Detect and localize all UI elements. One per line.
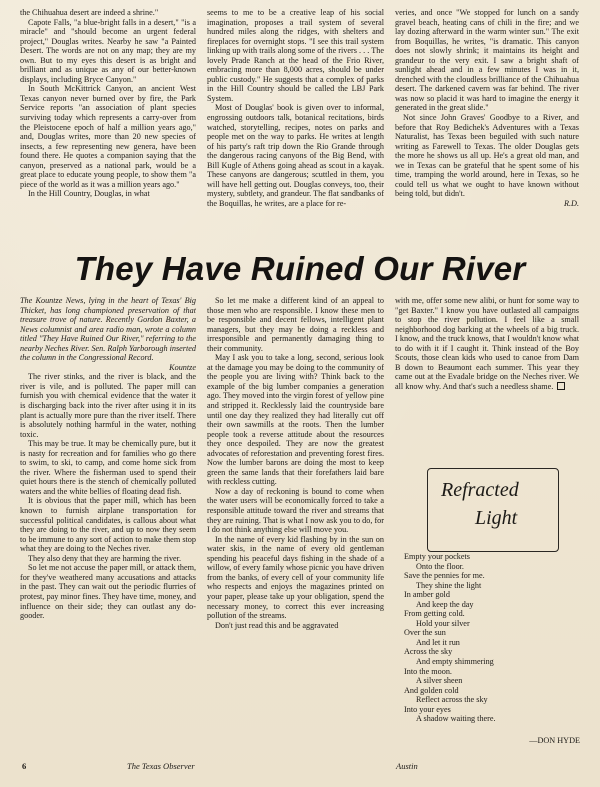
poem-line: Reflect across the sky: [416, 695, 488, 705]
poem-title-line-1: Refracted: [441, 479, 519, 501]
poem-line: And empty shimmering: [416, 657, 494, 667]
poem-dateline: Austin: [396, 761, 418, 771]
poem-title: [441, 476, 551, 532]
poem-line: Onto the floor.: [416, 561, 464, 571]
poem-line: A shadow waiting there.: [416, 714, 496, 724]
paragraph: the Chihuahua desert are indeed a shrine.": [20, 8, 159, 17]
paragraph: It is obvious that the paper mill, which has been known to furnish airplane transportation for successful political candidates, is callous about what they are doing to the river, and up to now they seem to be immune to any sort of action to make them stop what they are doing to the Neches river.: [20, 496, 196, 554]
paragraph: This may be true. It may be chemically pure, but it is nasty for recreation and for families who go there to swim, to ski, to camp, and come home sick from the river. Where the fisherman used to spend their quiet hours there is the stench of chemically polluted waters and the white bellies of floating dead fish.: [20, 439, 196, 496]
poem-line: Hold your silver: [416, 618, 470, 628]
poem-line: From getting cold.: [404, 609, 465, 619]
poem-line: And golden cold: [404, 685, 459, 695]
review-column-1: [20, 8, 196, 242]
paragraph: seems to me to be a creative leap of his social imagination, proposes a trail system of several hundred miles along the ridges, with shelters and fireplaces for overnight stops. "I see this trail system linking up with trails along some of the rivers . . . The lovely Prade Ranch at the head of the Frio River, embracing more than 8,000 acres, should be under public custody." He suggests that a complex of parks in the Hill Country should be called the LBJ Park System.: [207, 8, 384, 103]
paragraph: So let me not accuse the paper mill, or attack them, for they've weathered many accusations and attacks in the past. They can wait out the periodic flurries of protest, pay minor fines. They have time, money, and influence on their side; they can outlast any do-gooder.: [20, 563, 196, 621]
paragraph: Now a day of reckoning is bound to come when the water users will be economically forced to take a responsible attitude toward the river and streams that they are ruining. That is what I now ask you to do, for I do not think anything else will move you.: [207, 486, 384, 535]
paragraph: The river stinks, and the river is black, and the river is vile, and is polluted. The paper mill can furnish you with chemical evidence that the water it is discharging back into the river after using it in its plant is actually more pure than the river itself. There is absolutely nothing harmful in the water, nothing toxic.: [20, 372, 196, 439]
paragraph: Kountze: [169, 362, 196, 372]
poem-line: Into your eyes: [404, 704, 451, 714]
end-mark-icon: [557, 382, 565, 390]
page-number: 6: [22, 761, 27, 771]
paragraph: Capote Falls, "a blue-bright falls in a desert," "is a miracle" and "should become an urgent federal project," Douglas writes. Nearby he saw "a Painted Desert. The words are not on any map; they are my own. But to my eyes this desert is as bright and brilliant and as unique as any of our better-known displays, including Bryce Canyon.": [20, 17, 196, 84]
poem-signature: —DON HYDE: [529, 735, 580, 745]
poem-line: Save the pennies for me.: [404, 571, 485, 581]
paragraph: In South McKittrick Canyon, an ancient West Texas canyon never burned over by fire, the Park Service reports "an association of plant species surviving today which represents a carry-over from the Pleistocene epoch of half a million years ago," and, Douglas writes, more than 20 new species of insects, a few representing new genera, have been found there. He quotes a companion saying that the canyon, preserved as a national park, would be a great place to educate young people, to show them "a piece of the world as it was a million years ago.": [20, 84, 196, 189]
paragraph: The Kountze News, lying in the heart of Texas' Big Thicket, has long championed preservation of that treasure trove of nature. Recently Gordon Baxter, a News columnist and area radio man, wrote a column titled "They Have Ruined Our River," referring to the nearby Neches River. Sen. Ralph Yarborough inserted the column in the Congressional Record.: [20, 296, 196, 363]
article-column-2: [207, 296, 384, 778]
poem-line: And let it run: [416, 637, 460, 647]
paragraph: May I ask you to take a long, second, serious look at the damage you may be doing to the community of the people you are living with? Think back to the example of the big lumber companies a generation ago. They moved into the virgin forest of yellow pine and stripped it. Recklessly laid the countryside bare until one day they realized they had literally cut off their own sawmills at the roots. Then the lumber people took a reverse attitude about the resources they once despoiled. They are now the greatest advocates of reforestation and preventing forest fires. Now the lumber barons are doing the most to keep green the same lands that their forefathers laid bare with reckless cutting.: [207, 353, 384, 487]
poem-line: In amber gold: [404, 590, 450, 600]
poem-lines: [404, 552, 580, 724]
review-column-3: [395, 8, 579, 242]
review-column-2: [207, 8, 384, 242]
paragraph: So let me make a different kind of an appeal to those men who are responsible. I know these men to be responsible and decent fellows, intelligent plant managers, but they may be doing a reckless and irresponsible and permanently damaging thing to their community.: [207, 296, 384, 353]
poem-line: A silver sheen: [416, 676, 463, 686]
paragraph: veries, and once "We stopped for lunch on a sandy gravel beach, heating cans of chili in the fire; and we lay dozing afterward in the warm winter sun." The exit from Boquillas, he writes, "is dramatic. This canyon does not slowly shrink; it maintains its height and grandeur to the very exit. I saw a bright shaft of sunlight ahead and in a few minutes I was in it, drenched with the cloudless brilliance of the Chihuahua desert. The darkened cavern was far behind. The river was now so placid it was hard to imagine the energy it generated in the great slide.": [395, 8, 579, 113]
paragraph: Not since John Graves' Goodbye to a River, and before that Roy Bedichek's Adventures with a Texas Naturalist, has Texas been beguiled with such nature writing as Farewell to Texas. The older Douglas gets the more he shows us all up. He's a great old man, and we in Texas can be grateful that he spent some of his time, tramping the world around, here in Texas, so he could tell us what we ought to have known without being told, but didn't.: [395, 113, 579, 199]
poem-line: And keep the day: [416, 599, 474, 609]
article-column-1: [20, 296, 196, 748]
article-headline: They Have Ruined Our River: [74, 250, 526, 287]
paragraph: Don't just read this and be aggravated: [215, 620, 339, 630]
poem-line: Across the sky: [404, 647, 453, 657]
poem-line: Empty your pockets: [404, 552, 470, 561]
poem-title-line-2: Light: [475, 507, 518, 529]
paragraph: In the Hill Country, Douglas, in what: [28, 189, 150, 199]
poem-line: They shine the light: [416, 580, 482, 590]
paragraph: In the name of every kid flashing by in the sun on water skis, in the name of every old gentleman spending his peaceful days fishing in the shade of a willow, of every family whose picnic you have driven from the banks, of every cell of your community life who respects and enjoys the magazines printed on your paper, please take up your obligation, spend the necessary money, to correct this ever increasing pollution of the streams.: [207, 534, 384, 621]
publication-name: The Texas Observer: [127, 761, 195, 771]
poem-line: Into the moon.: [404, 666, 452, 676]
poem-body: [404, 552, 580, 745]
paragraph: They also deny that they are harming the river.: [28, 553, 182, 563]
paragraph: R.D.: [563, 198, 579, 208]
poem-line: Over the sun: [404, 628, 446, 638]
paragraph: Most of Douglas' book is given over to informal, engrossing outdoors talk, botanical recitations, birds watched, storytelling, recipes, notes on parks and people met on the way to parks. He writes at length of his party's raft trip down the Rio Grande through the dangerous racing canyons of the Big Bend, with Bill Kugle of Athens going ahead as scout in a kayak. These canyons are dangerous; scuttled in them, you will have hell getting out. Douglas conveys, too, their mystery, subtlety, and grandeur. The flat sandbanks of the Boquillas, he writes, are a place for re-: [207, 103, 384, 208]
paragraph: with me, offer some new alibi, or hunt for some way to "get Baxter." I know you have outlasted all campaigns to stop the river pollution. I feel like a small neighborhood dog barking at the wheels of a big truck. I know, and the truck knows, that I wouldn't know what to do with it if I caught it. Think instead of the Boy Scouts, those clean kids who used to canoe from Dam B down to Beaumont each summer. This year they came out at the Evadale bridge on the Neches river. We all know why. And that's such a needless shame.: [395, 296, 579, 391]
article-column-3: [395, 296, 579, 466]
